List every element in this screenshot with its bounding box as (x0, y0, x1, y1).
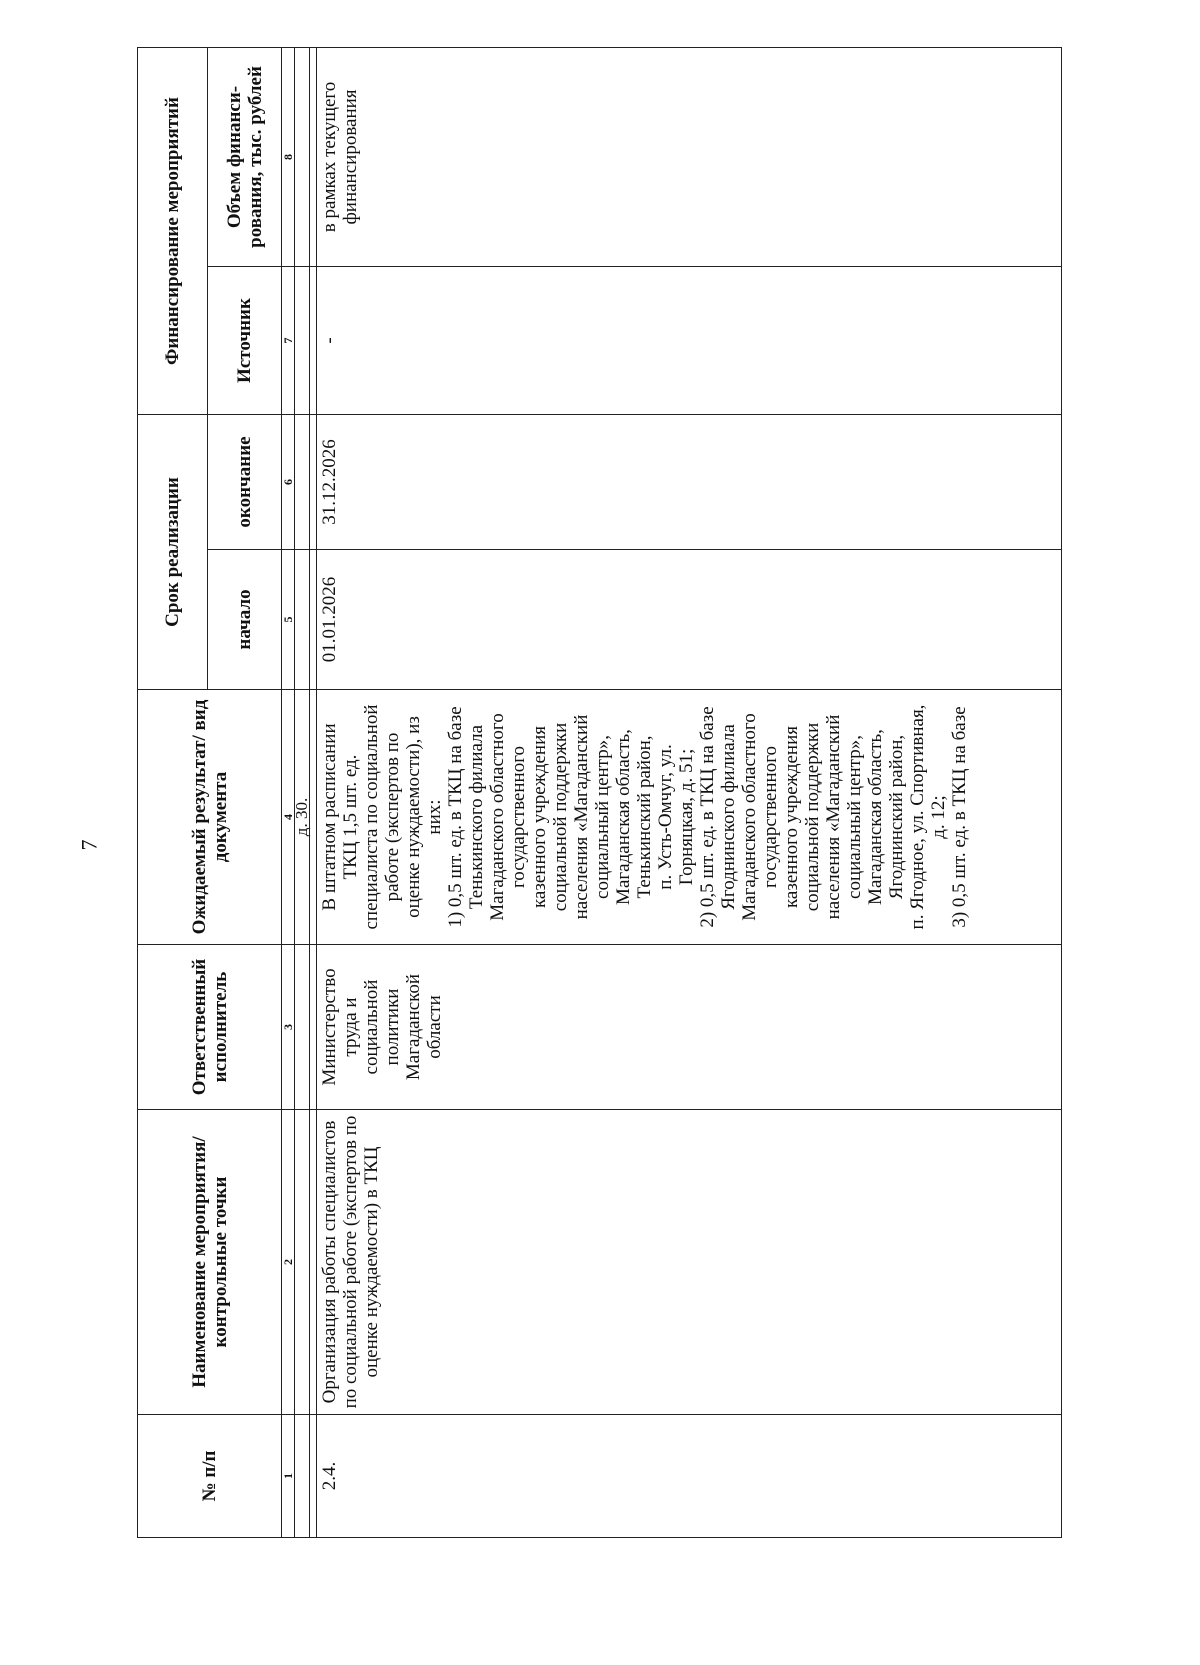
row-responsible: Министерство труда и социальной политики Магаданской области (317, 945, 1062, 1110)
col-number: 1 (282, 1415, 295, 1538)
result-line: социальной поддержки (550, 722, 571, 912)
result-line: Магаданского областного (487, 713, 508, 921)
empty-cell (295, 550, 310, 690)
rotated-table-frame (137, 48, 1062, 1538)
result-line: оценке нуждаемости), из (403, 716, 424, 918)
result-line: Ягоднинского филиала (718, 724, 739, 910)
row-result (317, 690, 1062, 945)
col-number: 4 (282, 690, 295, 945)
col-number: 3 (282, 945, 295, 1110)
empty-cell (310, 945, 317, 1110)
row-name: Организация работы специалистов по социальной работе (экспертов по оценке нуждаемости) в ТКЦ (317, 1110, 1062, 1415)
result-line: Магаданская область, (865, 729, 886, 905)
header-period-start: начало (208, 550, 282, 690)
result-line: 3) 0,5 шт. ед. в ТКЦ на базе (949, 706, 970, 928)
empty-cell (310, 267, 317, 415)
result-line: государственного (508, 745, 529, 889)
empty-cell (310, 415, 317, 550)
result-line: социальный центр», (844, 735, 865, 899)
header-responsible: Ответственный исполнитель (138, 945, 282, 1110)
result-line: Горняцкая, д. 51; (676, 748, 697, 886)
col-number: 2 (282, 1110, 295, 1415)
result-line: 2) 0,5 шт. ед. в ТКЦ на базе (697, 706, 718, 928)
header-financing: Финансирование мероприятий (138, 47, 208, 414)
empty-cell (310, 47, 317, 266)
empty-cell (295, 415, 310, 550)
row-volume: в рамках текущего финансирования (317, 47, 1062, 266)
header-num: № п/п (138, 1415, 282, 1538)
result-line: Тенькинский район, (634, 735, 655, 899)
column-number-row (282, 47, 295, 1537)
result-line: них: (424, 799, 445, 835)
result-line: п. Ягодное, ул. Спортивная, (907, 704, 928, 930)
result-line: населения «Магаданский (823, 714, 844, 920)
result-line: казенного учреждения (529, 726, 550, 909)
empty-cell (310, 1415, 317, 1538)
header-name: Наименование мероприятия/ контрольные точки (138, 1110, 282, 1415)
row-source: - (317, 267, 1062, 415)
empty-cell (310, 550, 317, 690)
col-number: 5 (282, 550, 295, 690)
col-number: 7 (282, 267, 295, 415)
page-number: 7 (76, 839, 102, 851)
header-result: Ожидаемый результат/ вид документа (138, 690, 282, 945)
row-end: 31.12.2026 (317, 415, 1062, 550)
result-line: Ягоднинский район, (886, 734, 907, 900)
row-num: 2.4. (317, 1415, 1062, 1538)
empty-cell (295, 267, 310, 415)
result-line: Магаданского областного (739, 713, 760, 921)
header-row-1 (138, 47, 208, 1537)
result-line: специалиста по социальной (361, 704, 382, 930)
result-line: социальной поддержки (802, 722, 823, 912)
action-plan-table (137, 47, 1062, 1538)
empty-cell (295, 1415, 310, 1538)
header-fin-volume: Объем финанси-рования, тыс. рублей (208, 47, 282, 266)
result-line: д. 12; (928, 795, 949, 839)
result-line: государственного (760, 745, 781, 889)
result-line: населения «Магаданский (571, 714, 592, 920)
header-fin-source: Источник (208, 267, 282, 415)
empty-cell (295, 47, 310, 266)
row-start: 01.01.2026 (317, 550, 1062, 690)
col-number: 8 (282, 47, 295, 266)
result-line: В штатном расписании (319, 723, 340, 911)
header-period-end: окончание (208, 415, 282, 550)
table-row (317, 47, 1062, 1537)
col-number: 6 (282, 415, 295, 550)
empty-cell (295, 945, 310, 1110)
result-line: Магаданская область, (613, 729, 634, 905)
result-line: ТКЦ 1,5 шт. ед. (340, 754, 361, 880)
empty-cell (310, 1110, 317, 1415)
result-line: работе (экспертов по (382, 732, 403, 902)
continuation-row (295, 47, 310, 1537)
continuation-text: д. 30. (295, 690, 310, 945)
spacer-row (310, 47, 317, 1537)
result-line: Тенькинского филиала (466, 724, 487, 910)
result-line: 1) 0,5 шт. ед. в ТКЦ на базе (445, 706, 466, 928)
result-line: социальный центр», (592, 735, 613, 899)
header-period: Срок реализации (138, 415, 208, 690)
result-line: казенного учреждения (781, 726, 802, 909)
empty-cell (295, 1110, 310, 1415)
result-line: п. Усть-Омчуг, ул. (655, 744, 676, 890)
